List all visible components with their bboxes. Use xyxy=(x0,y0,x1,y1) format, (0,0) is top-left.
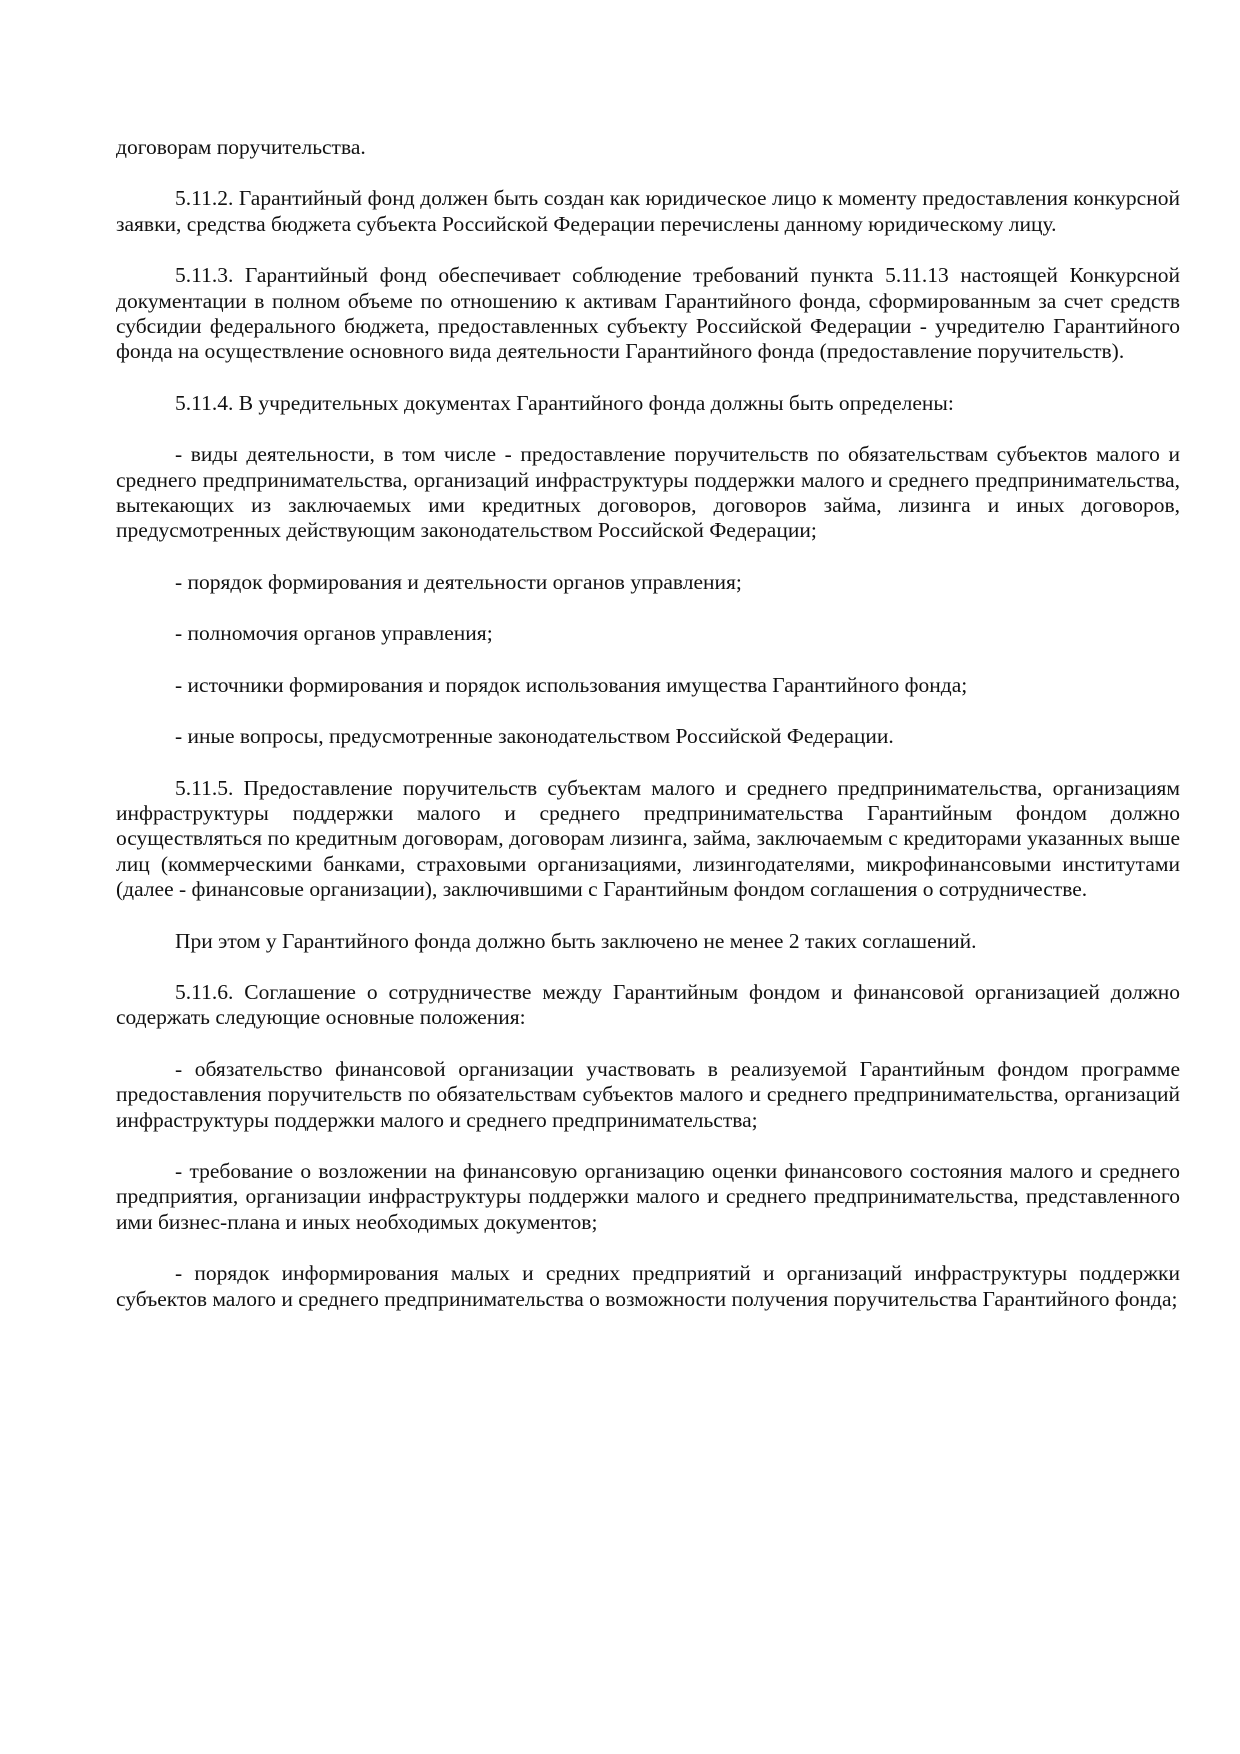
list-item-property-sources: - источники формирования и порядок использования имущества Гарантийного фонда; xyxy=(175,672,968,697)
list-item-activities: - виды деятельности, в том числе - предоставление поручительств по обязательствам субъектов малого и среднего предпринимательства, организаций инфраструктуры поддержки малого и среднего предпринимательства, вытекающих из заключаемых ими кредитных договоров, договоров займа, лизинга и иных договоров, предусмотренных действующим законодательством Российской Федерации; xyxy=(116,442,1180,543)
list-item-assessment-requirement: - требование о возложении на финансовую организацию оценки финансового состояния малого и среднего предприятия, организации инфраструктуры поддержки малого и среднего предпринимательства, представленного ими бизнес-плана и иных необходимых документов; xyxy=(116,1158,1180,1234)
list-item-informing-procedure: - порядок информирования малых и средних предприятий и организаций инфраструктуры поддержки субъектов малого и среднего предпринимательства о возможности получения поручительства Гарантийного фонда; xyxy=(116,1261,1180,1311)
paragraph-5-11-5: 5.11.5. Предоставление поручительств субъектам малого и среднего предпринимательства, организациям инфраструктуры поддержки малого и среднего предпринимательства Гарантийным фондом должно осуществляться по кредитным договорам, договорам лизинга, займа, заключаемым с кредиторами указанных выше лиц (коммерческими банками, страховыми организациями, лизингодателями, микрофинансовыми институтами (далее - финансовые организации), заключившими с Гарантийным фондом соглашения о сотрудничестве. xyxy=(116,775,1180,902)
paragraph-5-11-5-note: При этом у Гарантийного фонда должно быть заключено не менее 2 таких соглашений. xyxy=(175,928,977,953)
list-item-other-questions: - иные вопросы, предусмотренные законодательством Российской Федерации. xyxy=(175,724,894,749)
paragraph-continuation: договорам поручительства. xyxy=(116,135,366,159)
list-item-governance-order: - порядок формирования и деятельности органов управления; xyxy=(175,569,742,594)
paragraph-5-11-2: 5.11.2. Гарантийный фонд должен быть создан как юридическое лицо к моменту предоставления конкурсной заявки, средства бюджета субъекта Российской Федерации перечислены данному юридическому лицу. xyxy=(116,186,1180,236)
paragraph-5-11-6: 5.11.6. Соглашение о сотрудничестве между Гарантийным фондом и финансовой организацией должно содержать следующие основные положения: xyxy=(116,979,1180,1030)
document-page xyxy=(116,135,1180,1338)
paragraph-5-11-4: 5.11.4. В учредительных документах Гарантийного фонда должны быть определены: xyxy=(175,390,954,415)
list-item-obligation: - обязательство финансовой организации участвовать в реализуемой Гарантийным фондом программе предоставления поручительств по обязательствам субъектов малого и среднего предпринимательства, организаций инфраструктуры поддержки малого и среднего предпринимательства; xyxy=(116,1056,1180,1132)
paragraph-5-11-3: 5.11.3. Гарантийный фонд обеспечивает соблюдение требований пункта 5.11.13 настоящей Конкурсной документации в полном объеме по отношению к активам Гарантийного фонда, сформированным за счет средств субсидии федерального бюджета, предоставленных субъекту Российской Федерации - учредителю Гарантийного фонда на осуществление основного вида деятельности Гарантийного фонда (предоставление поручительств). xyxy=(116,263,1180,364)
list-item-governance-powers: - полномочия органов управления; xyxy=(175,621,493,646)
